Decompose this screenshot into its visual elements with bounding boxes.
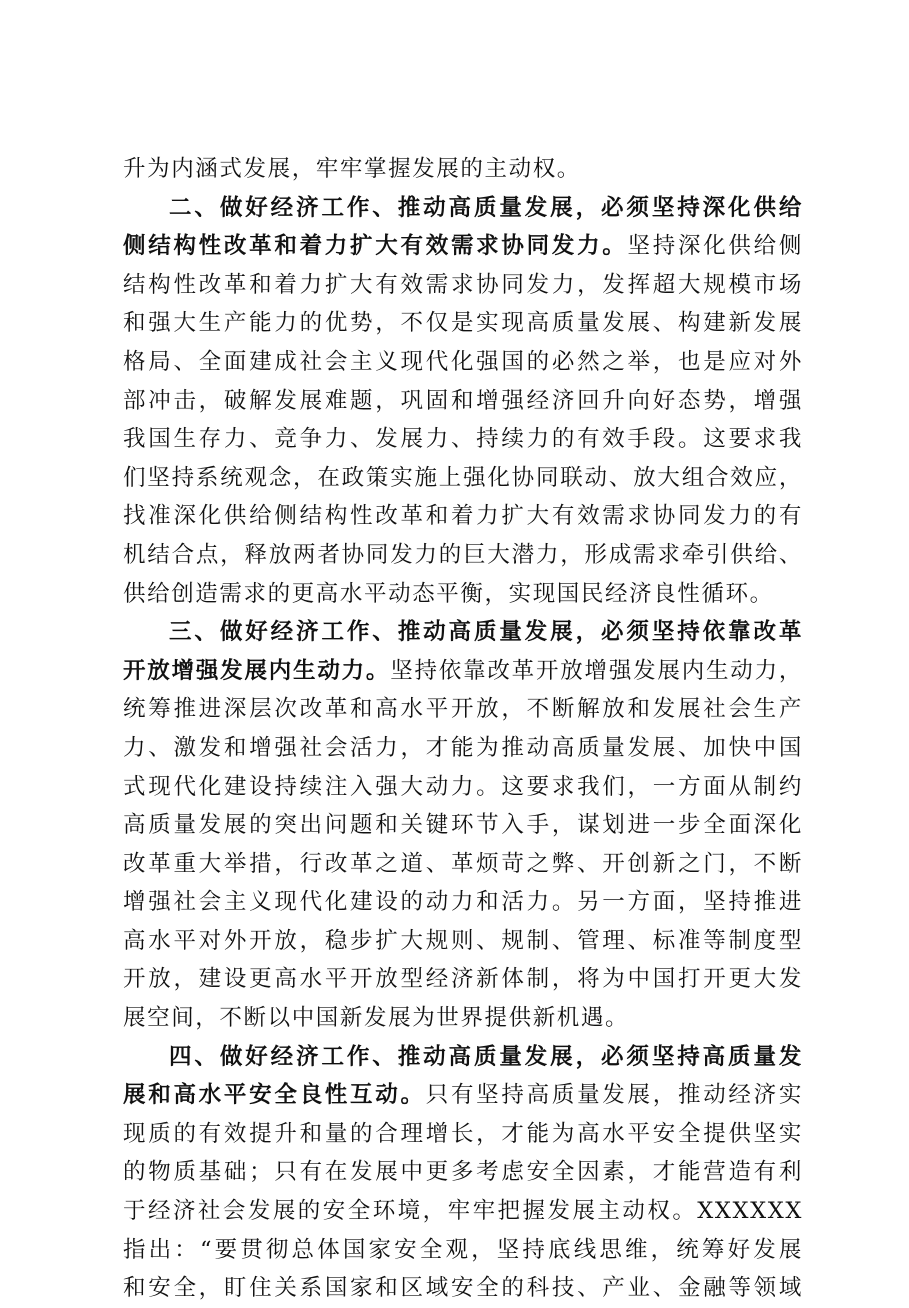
text-line [123, 1076, 803, 1115]
text-line [123, 1192, 803, 1231]
body-text: 坚持深化供给侧 [627, 233, 803, 260]
body-text: 供给创造需求的更高水平动态平衡，实现国民经济良性循环。 [123, 580, 774, 607]
body-text: 和强大生产能力的优势，不仅是实现高质量发展、构建新发展 [123, 310, 803, 337]
text-line [123, 768, 803, 807]
body-text: 和安全，盯住关系国家和区域安全的科技、产业、金融等领域 [123, 1275, 803, 1302]
body-text: 指出：“要贯彻总体国家安全观，坚持底线思维，统筹好发展 [123, 1236, 803, 1263]
text-line [123, 690, 803, 729]
body-text: 只有坚持高质量发展，推动经济实 [425, 1082, 803, 1109]
paragraph-heading-line [123, 1038, 803, 1077]
body-text: 高质量发展的突出问题和关键环节入手，谋划进一步全面深化 [123, 812, 803, 839]
text-line [123, 382, 803, 421]
text-line [123, 883, 803, 922]
body-text: 机结合点，释放两者协同发力的巨大潜力，形成需求牵引供给、 [123, 541, 803, 568]
body-text: 展空间，不断以中国新发展为世界提供新机遇。 [123, 1005, 630, 1032]
body-text: 的物质基础；只有在发展中更多考虑安全因素，才能营造有利 [123, 1159, 803, 1186]
text-line [123, 266, 803, 305]
text-line [123, 1115, 803, 1154]
text-line [123, 227, 803, 266]
body-text: 升为内涵式发展，牢牢掌握发展的主动权。 [123, 156, 581, 182]
bold-heading-text: 开放增强发展内生动力。 [123, 657, 391, 684]
body-text: 高水平对外开放，稳步扩大规则、规制、管理、标准等制度型 [123, 927, 803, 954]
text-line [123, 459, 803, 498]
text-line [123, 497, 803, 536]
body-text: 找准深化供给侧结构性改革和着力扩大有效需求协同发力的有 [123, 503, 803, 530]
text-line [123, 536, 803, 575]
text-line [123, 652, 803, 691]
body-text: 现质的有效提升和量的合理增长，才能为高水平安全提供坚实 [123, 1120, 803, 1147]
bold-heading-text: 二、做好经济工作、推动高质量发展，必须坚持深化供给 [169, 194, 803, 221]
body-text: 统筹推进深层次改革和高水平开放，不断解放和发展社会生产 [123, 696, 803, 723]
body-text: 增强社会主义现代化建设的动力和活力。另一方面，坚持推进 [123, 889, 803, 916]
body-text: 我国生存力、竞争力、发展力、持续力的有效手段。这要求我 [123, 426, 803, 453]
paragraph-heading-line [123, 189, 803, 228]
body-text: 部冲击，破解发展难题，巩固和增强经济回升向好态势，增强 [123, 387, 803, 414]
body-text: 们坚持系统观念，在政策实施上强化协同联动、放大组合效应， [123, 464, 803, 491]
body-text: 坚持依靠改革开放增强发展内生动力， [390, 657, 803, 684]
bold-heading-text: 三、做好经济工作、推动高质量发展，必须坚持依靠改革 [169, 619, 803, 646]
text-line [123, 1231, 803, 1270]
body-text: 力、激发和增强社会活力，才能为推动高质量发展、加快中国 [123, 734, 803, 761]
body-text: 于经济社会发展的安全环境，牢牢把握发展主动权。XXXXXX [123, 1198, 803, 1225]
body-text: 改革重大举措，行改革之道、革烦苛之弊、开创新之门，不断 [123, 850, 803, 877]
text-line [123, 343, 803, 382]
paragraph-heading-line [123, 613, 803, 652]
text-line [123, 1153, 803, 1192]
text-line [123, 575, 803, 614]
body-text: 结构性改革和着力扩大有效需求协同发力，发挥超大规模市场 [123, 271, 803, 298]
body-text: 式现代化建设持续注入强大动力。这要求我们，一方面从制约 [123, 773, 803, 800]
bold-heading-text: 展和高水平安全良性互动。 [123, 1082, 426, 1109]
body-text: 开放，建设更高水平开放型经济新体制，将为中国打开更大发 [123, 966, 803, 993]
text-line [123, 1269, 803, 1308]
bold-heading-text: 四、做好经济工作、推动高质量发展，必须坚持高质量发 [169, 1043, 803, 1070]
text-line [123, 729, 803, 768]
text-line [123, 999, 803, 1038]
text-line [123, 304, 803, 343]
text-line [123, 845, 803, 884]
text-line [123, 806, 803, 845]
body-text: 格局、全面建成社会主义现代化强国的必然之举，也是应对外 [123, 348, 803, 375]
text-line [123, 150, 803, 189]
text-line [123, 922, 803, 961]
document-body [123, 150, 803, 1308]
text-line [123, 960, 803, 999]
bold-heading-text: 侧结构性改革和着力扩大有效需求协同发力。 [123, 233, 628, 260]
text-line [123, 420, 803, 459]
